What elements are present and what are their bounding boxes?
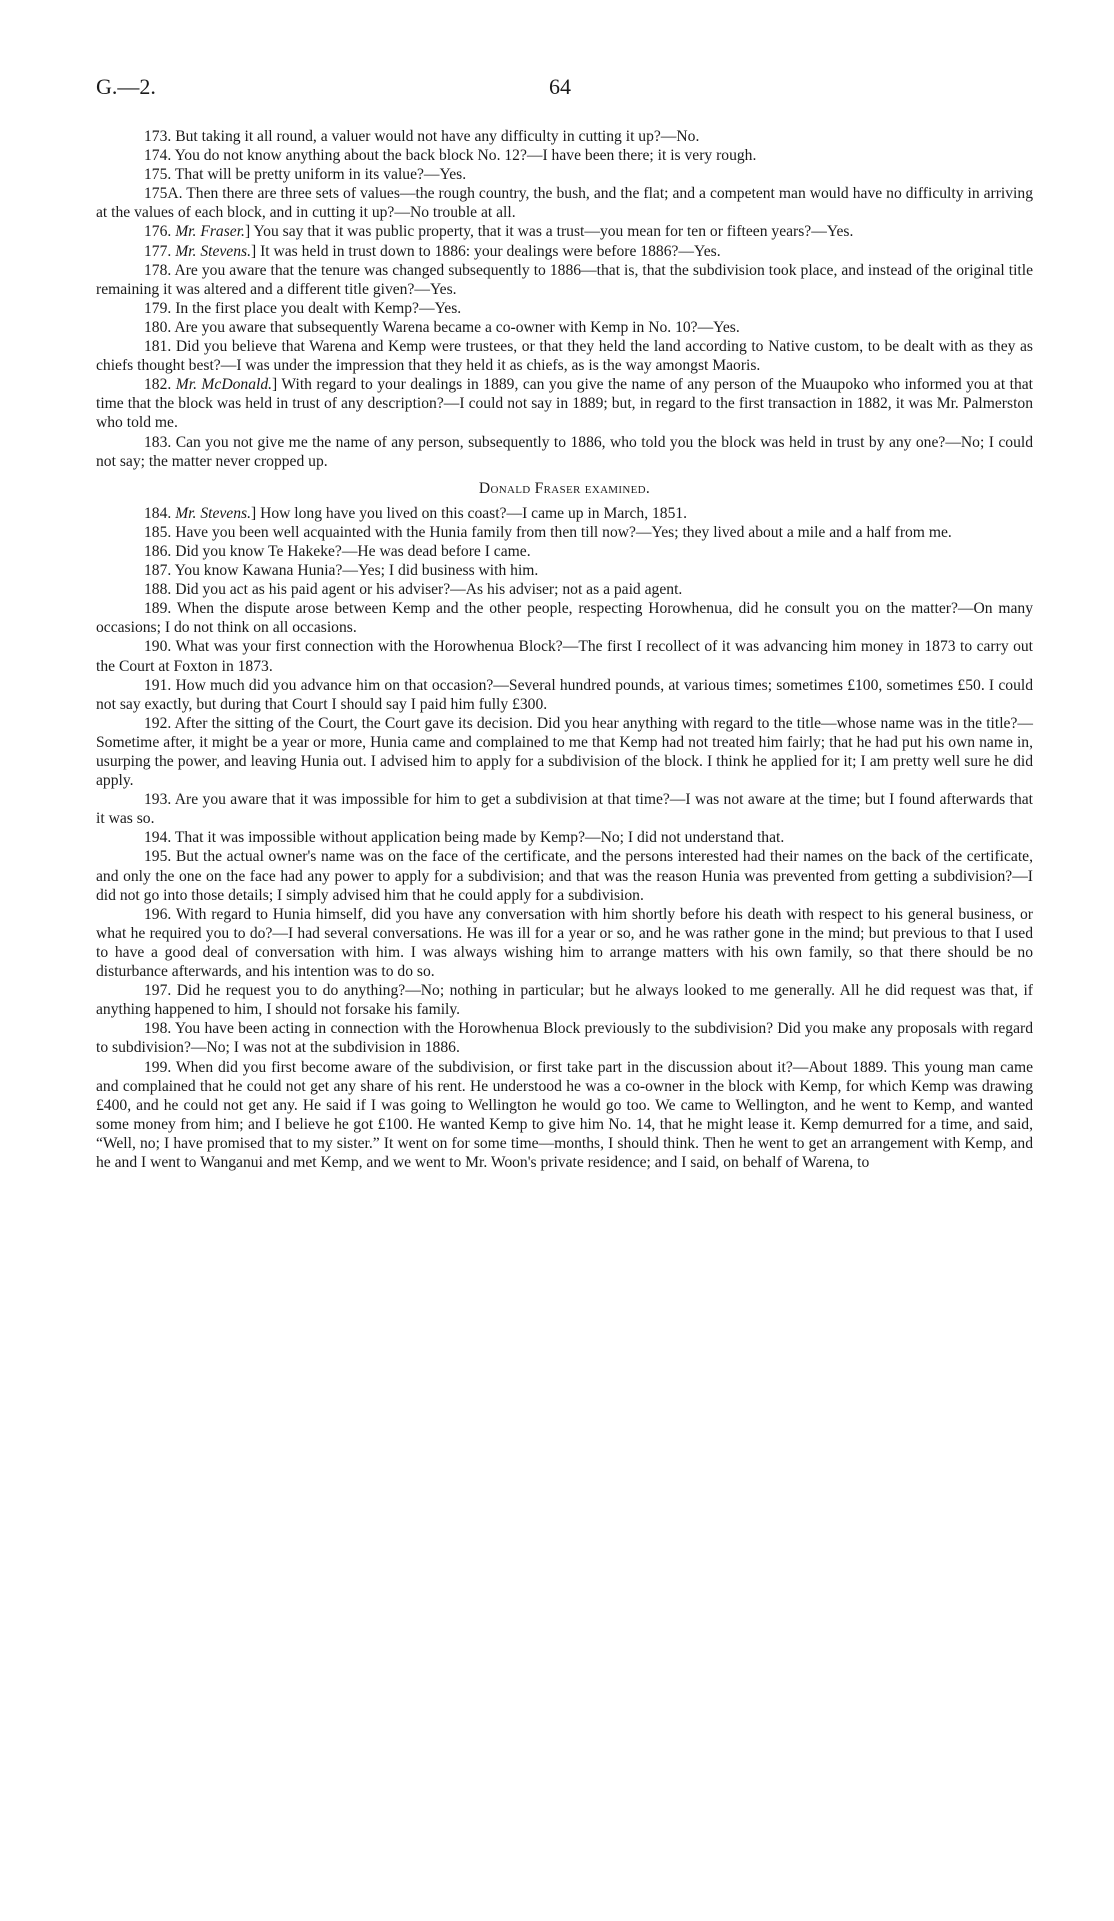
testimony-paragraph [96, 828, 1033, 847]
testimony-paragraph [96, 1019, 1033, 1057]
testimony-paragraph [96, 599, 1033, 637]
testimony-paragraph [96, 375, 1033, 432]
paragraph-text: 182. [144, 376, 176, 394]
speaker-name: Mr. Fraser. [175, 223, 245, 241]
speaker-name: Mr. McDonald. [175, 376, 273, 394]
paragraph-text: 175A. Then there are three sets of values—the rough country, the bush, and the flat; and a competent man would have no difficulty in arriving at the values of each block, and in cutting it up?—No trouble at all. [96, 185, 1033, 222]
testimony-paragraph [96, 146, 1033, 165]
testimony-paragraph [96, 561, 1033, 580]
paragraph-text: 184. [144, 504, 176, 522]
testimony-paragraph [96, 523, 1033, 542]
paragraph-text: 186. Did you know Te Hakeke?—He was dead before I came. [144, 542, 531, 560]
paragraph-text: 175. That will be pretty uniform in its value?—Yes. [144, 166, 467, 184]
testimony-paragraph [96, 318, 1033, 337]
testimony-paragraph [96, 790, 1033, 828]
paragraph-text: 180. Are you aware that subsequently Warena became a co-owner with Kemp in No. 10?—Yes. [144, 318, 740, 336]
page-header [96, 74, 1036, 104]
paragraph-text: 191. How much did you advance him on that occasion?—Several hundred pounds, at various times; sometimes £100, sometimes £50. I could not say exactly, but during that Court I should say I paid him fully £300. [96, 676, 1033, 713]
paragraph-text: 192. After the sitting of the Court, the Court gave its decision. Did you hear anything with regard to the title—whose name was in the title?—Sometime after, it might be a year or more, Hunia came and complained to me that Kemp had not treated him fairly; that he had put his own name in, usurping the power, and leaving Hunia out. I advised him to apply for a subdivision of the block. I think he applied for it; I am pretty well sure he did apply. [96, 714, 1033, 790]
paragraph-text: 176. [144, 223, 176, 241]
paragraph-text: 178. Are you aware that the tenure was changed subsequently to 1886—that is, that the subdivision took place, and instead of the original title remaining it was altered and a different title given?—Yes. [96, 261, 1033, 298]
testimony-block-2 [96, 504, 1033, 1172]
document-body [96, 127, 1033, 1172]
testimony-paragraph [96, 504, 1033, 523]
testimony-paragraph [96, 433, 1033, 471]
testimony-paragraph [96, 714, 1033, 790]
paragraph-text: 173. But taking it all round, a valuer would not have any difficulty in cutting it up?—No. [144, 128, 700, 145]
paragraph-text: 183. Can you not give me the name of any person, subsequently to 1886, who told you the block was held in trust by any one?—No; I could not say; the matter never cropped up. [96, 433, 1033, 470]
paragraph-text: 174. You do not know anything about the back block No. 12?—I have been there; it is very rough. [144, 147, 757, 165]
testimony-paragraph [96, 1058, 1033, 1173]
testimony-paragraph [96, 261, 1033, 299]
paragraph-text-continued: ] You say that it was public property, that it was a trust—you mean for ten or fifteen years?—Yes. [244, 223, 854, 241]
testimony-paragraph [96, 542, 1033, 561]
section-heading: Donald Fraser examined. [478, 479, 651, 497]
speaker-name: Mr. Stevens. [175, 504, 251, 522]
testimony-paragraph [96, 905, 1033, 981]
paragraph-text: 193. Are you aware that it was impossible for him to get a subdivision at that time?—I was not aware at the time; but I found afterwards that it was so. [96, 791, 1033, 828]
paragraph-text-continued: ] It was held in trust down to 1886: your dealings were before 1886?—Yes. [250, 242, 721, 260]
testimony-paragraph [96, 127, 1033, 146]
paragraph-text: 195. But the actual owner's name was on the face of the certificate, and the persons interested had their names on the back of the certificate, and only the one on the face had any power to apply for a subdivision; and that was the reason Hunia was prevented from getting a subdivision?—I did not go into those details; I simply advised him that he could apply for a subdivision. [96, 848, 1033, 904]
speaker-name: Mr. Stevens. [175, 242, 251, 260]
testimony-paragraph [96, 184, 1033, 222]
testimony-block-1 [96, 127, 1033, 471]
paragraph-text: 194. That it was impossible without application being made by Kemp?—No; I did not understand that. [144, 829, 785, 847]
paragraph-text: 196. With regard to Hunia himself, did you have any conversation with him shortly before his death with respect to his general business, or what he required you to do?—I had several conversations. He was ill for a year or so, and he was rather gone in the mind; but previous to that I used to have a good deal of conversation with him. I was always wishing him to arrange matters with his own family, so that there should be no disturbance afterwards, and his intention was to do so. [96, 905, 1033, 981]
testimony-paragraph [96, 337, 1033, 375]
testimony-paragraph [96, 637, 1033, 675]
paragraph-text-continued: ] With regard to your dealings in 1889, can you give the name of any person of the Muaupoko who informed you at that time that the block was held in trust of any description?—I could not say in 1889; but, in regard to the first transaction in 1882, it was Mr. Palmerston who told me. [96, 376, 1034, 432]
paragraph-text: 181. Did you believe that Warena and Kemp were trustees, or that they held the land according to Native custom, to be dealt with as they as chiefs thought best?—I was under the impression that they held it as chiefs, as is the way amongst Maoris. [96, 338, 1033, 375]
paragraph-text: 190. What was your first connection with the Horowhenua Block?—The first I recollect of it was advancing him money in 1873 to carry out the Court at Foxton in 1873. [96, 638, 1033, 675]
testimony-paragraph [96, 165, 1033, 184]
paragraph-text: 188. Did you act as his paid agent or his adviser?—As his adviser; not as a paid agent. [144, 581, 683, 599]
paragraph-text: 185. Have you been well acquainted with the Hunia family from then till now?—Yes; they lived about a mile and a half from me. [144, 523, 952, 541]
testimony-paragraph [96, 222, 1033, 241]
testimony-paragraph [96, 676, 1033, 714]
paragraph-text: 199. When did you first become aware of the subdivision, or first take part in the discussion about it?—About 1889. This young man came and complained that he could not get any share of his rent. He understood he was a co-owner in the block with Kemp, for which Kemp was drawing £400, and he could not get any. He said if I was going to Wellington he would go too. We came to Wellington, and he went to Kemp, and wanted some money from him; and I believe he got £100. He wanted Kemp to give him No. 14, that he might lease it. Kemp demurred for a time, and said, “Well, no; I have promised that to my sister.” It went on for some time—months, I should think. Then he went to get an arrangement with Kemp, and he and I went to Wanganui and met Kemp, and we went to Mr. Woon's private residence; and I said, on behalf of Warena, to [96, 1058, 1033, 1171]
page-number: 64 [549, 74, 571, 99]
document-reference: G.—2. [96, 74, 156, 99]
testimony-paragraph [96, 847, 1033, 904]
paragraph-text: 197. Did he request you to do anything?—No; nothing in particular; but he always looked to me generally. All he did request was that, if anything happened to him, I should not forsake his family. [96, 982, 1033, 1019]
testimony-paragraph [96, 299, 1033, 318]
paragraph-text: 187. You know Kawana Hunia?—Yes; I did business with him. [144, 562, 539, 580]
testimony-paragraph [96, 242, 1033, 261]
paragraph-text: 189. When the dispute arose between Kemp and the other people, respecting Horowhenua, did he consult you on the matter?—On many occasions; I do not think on all occasions. [96, 600, 1033, 637]
paragraph-text: 198. You have been acting in connection with the Horowhenua Block previously to the subdivision? Did you make any proposals with regard to subdivision?—No; I was not at the subdivision in 1886. [96, 1020, 1033, 1057]
paragraph-text: 177. [144, 242, 176, 260]
testimony-paragraph [96, 981, 1033, 1019]
testimony-paragraph [96, 580, 1033, 599]
paragraph-text-continued: ] How long have you lived on this coast?—I came up in March, 1851. [250, 504, 688, 522]
paragraph-text: 179. In the first place you dealt with Kemp?—Yes. [144, 299, 462, 317]
